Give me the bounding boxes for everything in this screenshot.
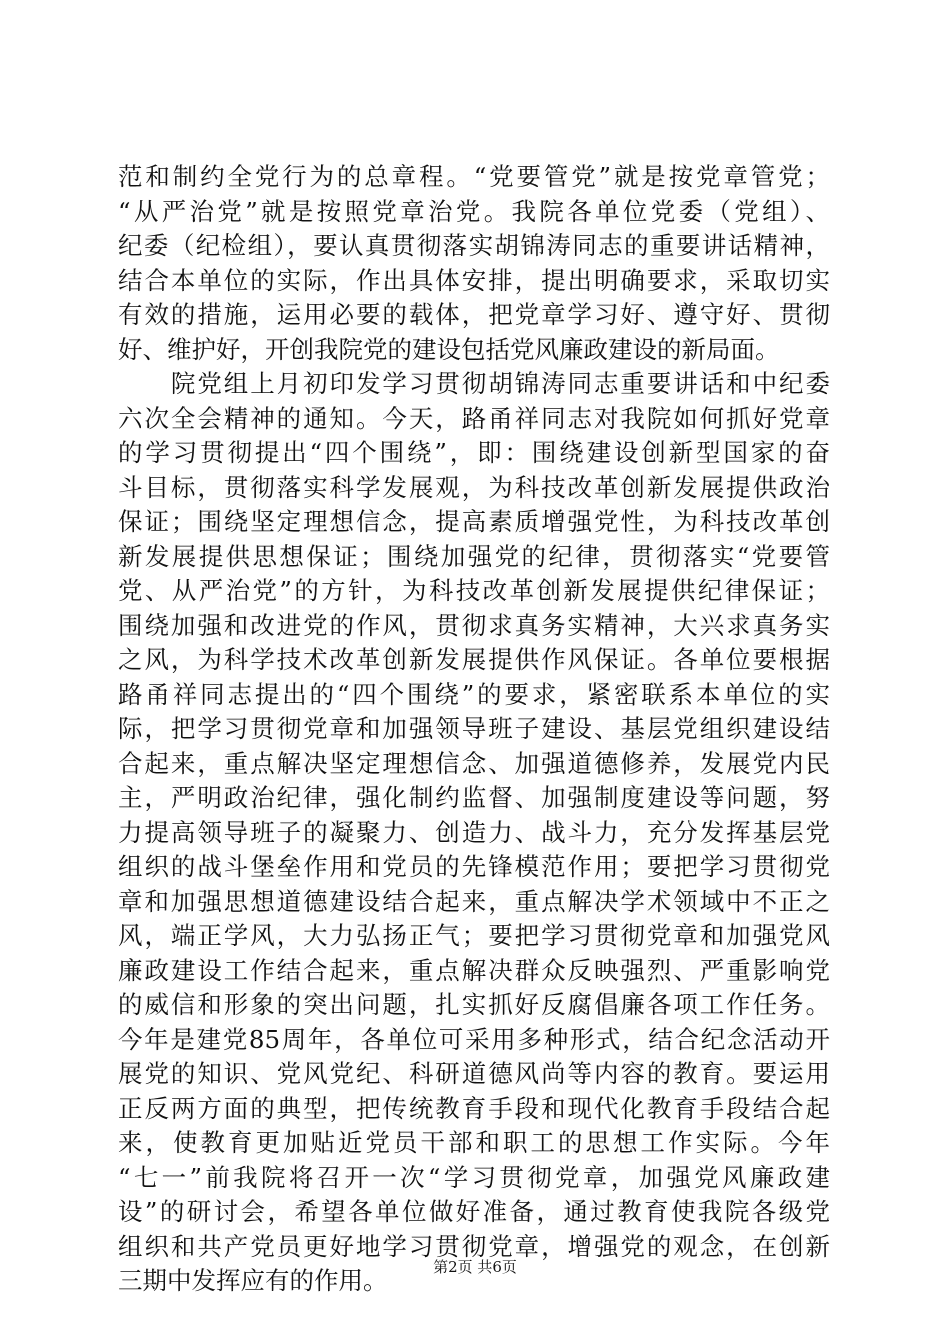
text-line: 新发展提供思想保证；围绕加强党的纪律，贯彻落实“党要管 [118, 541, 830, 571]
text-line: 纪委（纪检组），要认真贯彻落实胡锦涛同志的重要讲话精神， [118, 231, 830, 260]
text-line: 有效的措施，运用必要的载体，把党章学习好、遵守好、贯彻 [118, 300, 830, 329]
text-line: 设”的研讨会，希望各单位做好准备，通过教育使我院各级党 [118, 1197, 830, 1226]
text-line: 今年是建党85周年，各单位可采用多种形式，结合纪念活动开 [118, 1024, 830, 1054]
text-line: 围绕加强和改进党的作风，贯彻求真务实精神，大兴求真务实 [118, 610, 830, 640]
text-line: “从严治党”就是按照党章治党。我院各单位党委（党组）、 [118, 196, 830, 226]
text-line: 力提高领导班子的凝聚力、创造力、战斗力，充分发挥基层党 [118, 817, 830, 847]
text-line: 组织的战斗堡垒作用和党员的先锋模范作用；要把学习贯彻党 [118, 852, 830, 881]
text-line: 主，严明政治纪律，强化制约监督、加强制度建设等问题，努 [118, 783, 830, 812]
text-line: 路甬祥同志提出的“四个围绕”的要求，紧密联系本单位的实 [118, 679, 830, 709]
text-line: 际，把学习贯彻党章和加强领导班子建设、基层党组织建设结 [118, 714, 830, 743]
text-line: 来，使教育更加贴近党员干部和职工的思想工作实际。今年 [118, 1128, 830, 1157]
text-line: 三期中发挥应有的作用。 [118, 1266, 388, 1295]
text-line: 保证；围绕坚定理想信念，提高素质增强党性，为科技改革创 [118, 507, 830, 536]
text-line: 风，端正学风，大力弘扬正气；要把学习贯彻党章和加强党风 [118, 921, 830, 950]
text-line: 章和加强思想道德建设结合起来，重点解决学术领域中不正之 [118, 886, 830, 916]
text-line: 好、维护好，开创我院党的建设包括党风廉政建设的新局面。 [118, 334, 780, 364]
text-line: 廉政建设工作结合起来，重点解决群众反映强烈、严重影响党 [118, 955, 830, 985]
text-line: 之风，为科学技术改革创新发展提供作风保证。各单位要根据 [118, 645, 830, 674]
body-text [118, 160, 830, 1299]
text-line: 正反两方面的典型，把传统教育手段和现代化教育手段结合起 [118, 1093, 830, 1123]
text-line: 党、从严治党”的方针，为科技改革创新发展提供纪律保证； [118, 576, 830, 605]
text-line: 的威信和形象的突出问题，扎实抓好反腐倡廉各项工作任务。 [118, 990, 830, 1019]
text-line: 斗目标，贯彻落实科学发展观，为科技改革创新发展提供政治 [118, 472, 830, 502]
page-footer: 第2页 共6页 [433, 1258, 517, 1276]
text-line: 院党组上月初印发学习贯彻胡锦涛同志重要讲话和中纪委 [118, 369, 830, 398]
text-line: 的学习贯彻提出“四个围绕”，即：围绕建设创新型国家的奋 [118, 438, 830, 467]
text-line: 合起来，重点解决坚定理想信念、加强道德修养，发展党内民 [118, 748, 830, 778]
text-line: 范和制约全党行为的总章程。“党要管党”就是按党章管党； [118, 162, 830, 191]
text-line: 展党的知识、党风党纪、科研道德风尚等内容的教育。要运用 [118, 1059, 830, 1088]
text-line: 组织和共产党员更好地学习贯彻党章，增强党的观念，在创新 [118, 1231, 830, 1261]
text-line: 六次全会精神的通知。今天，路甬祥同志对我院如何抓好党章 [118, 403, 830, 433]
text-line: “七一”前我院将召开一次“学习贯彻党章，加强党风廉政建 [118, 1162, 830, 1192]
text-line: 结合本单位的实际，作出具体安排，提出明确要求，采取切实 [118, 265, 830, 295]
